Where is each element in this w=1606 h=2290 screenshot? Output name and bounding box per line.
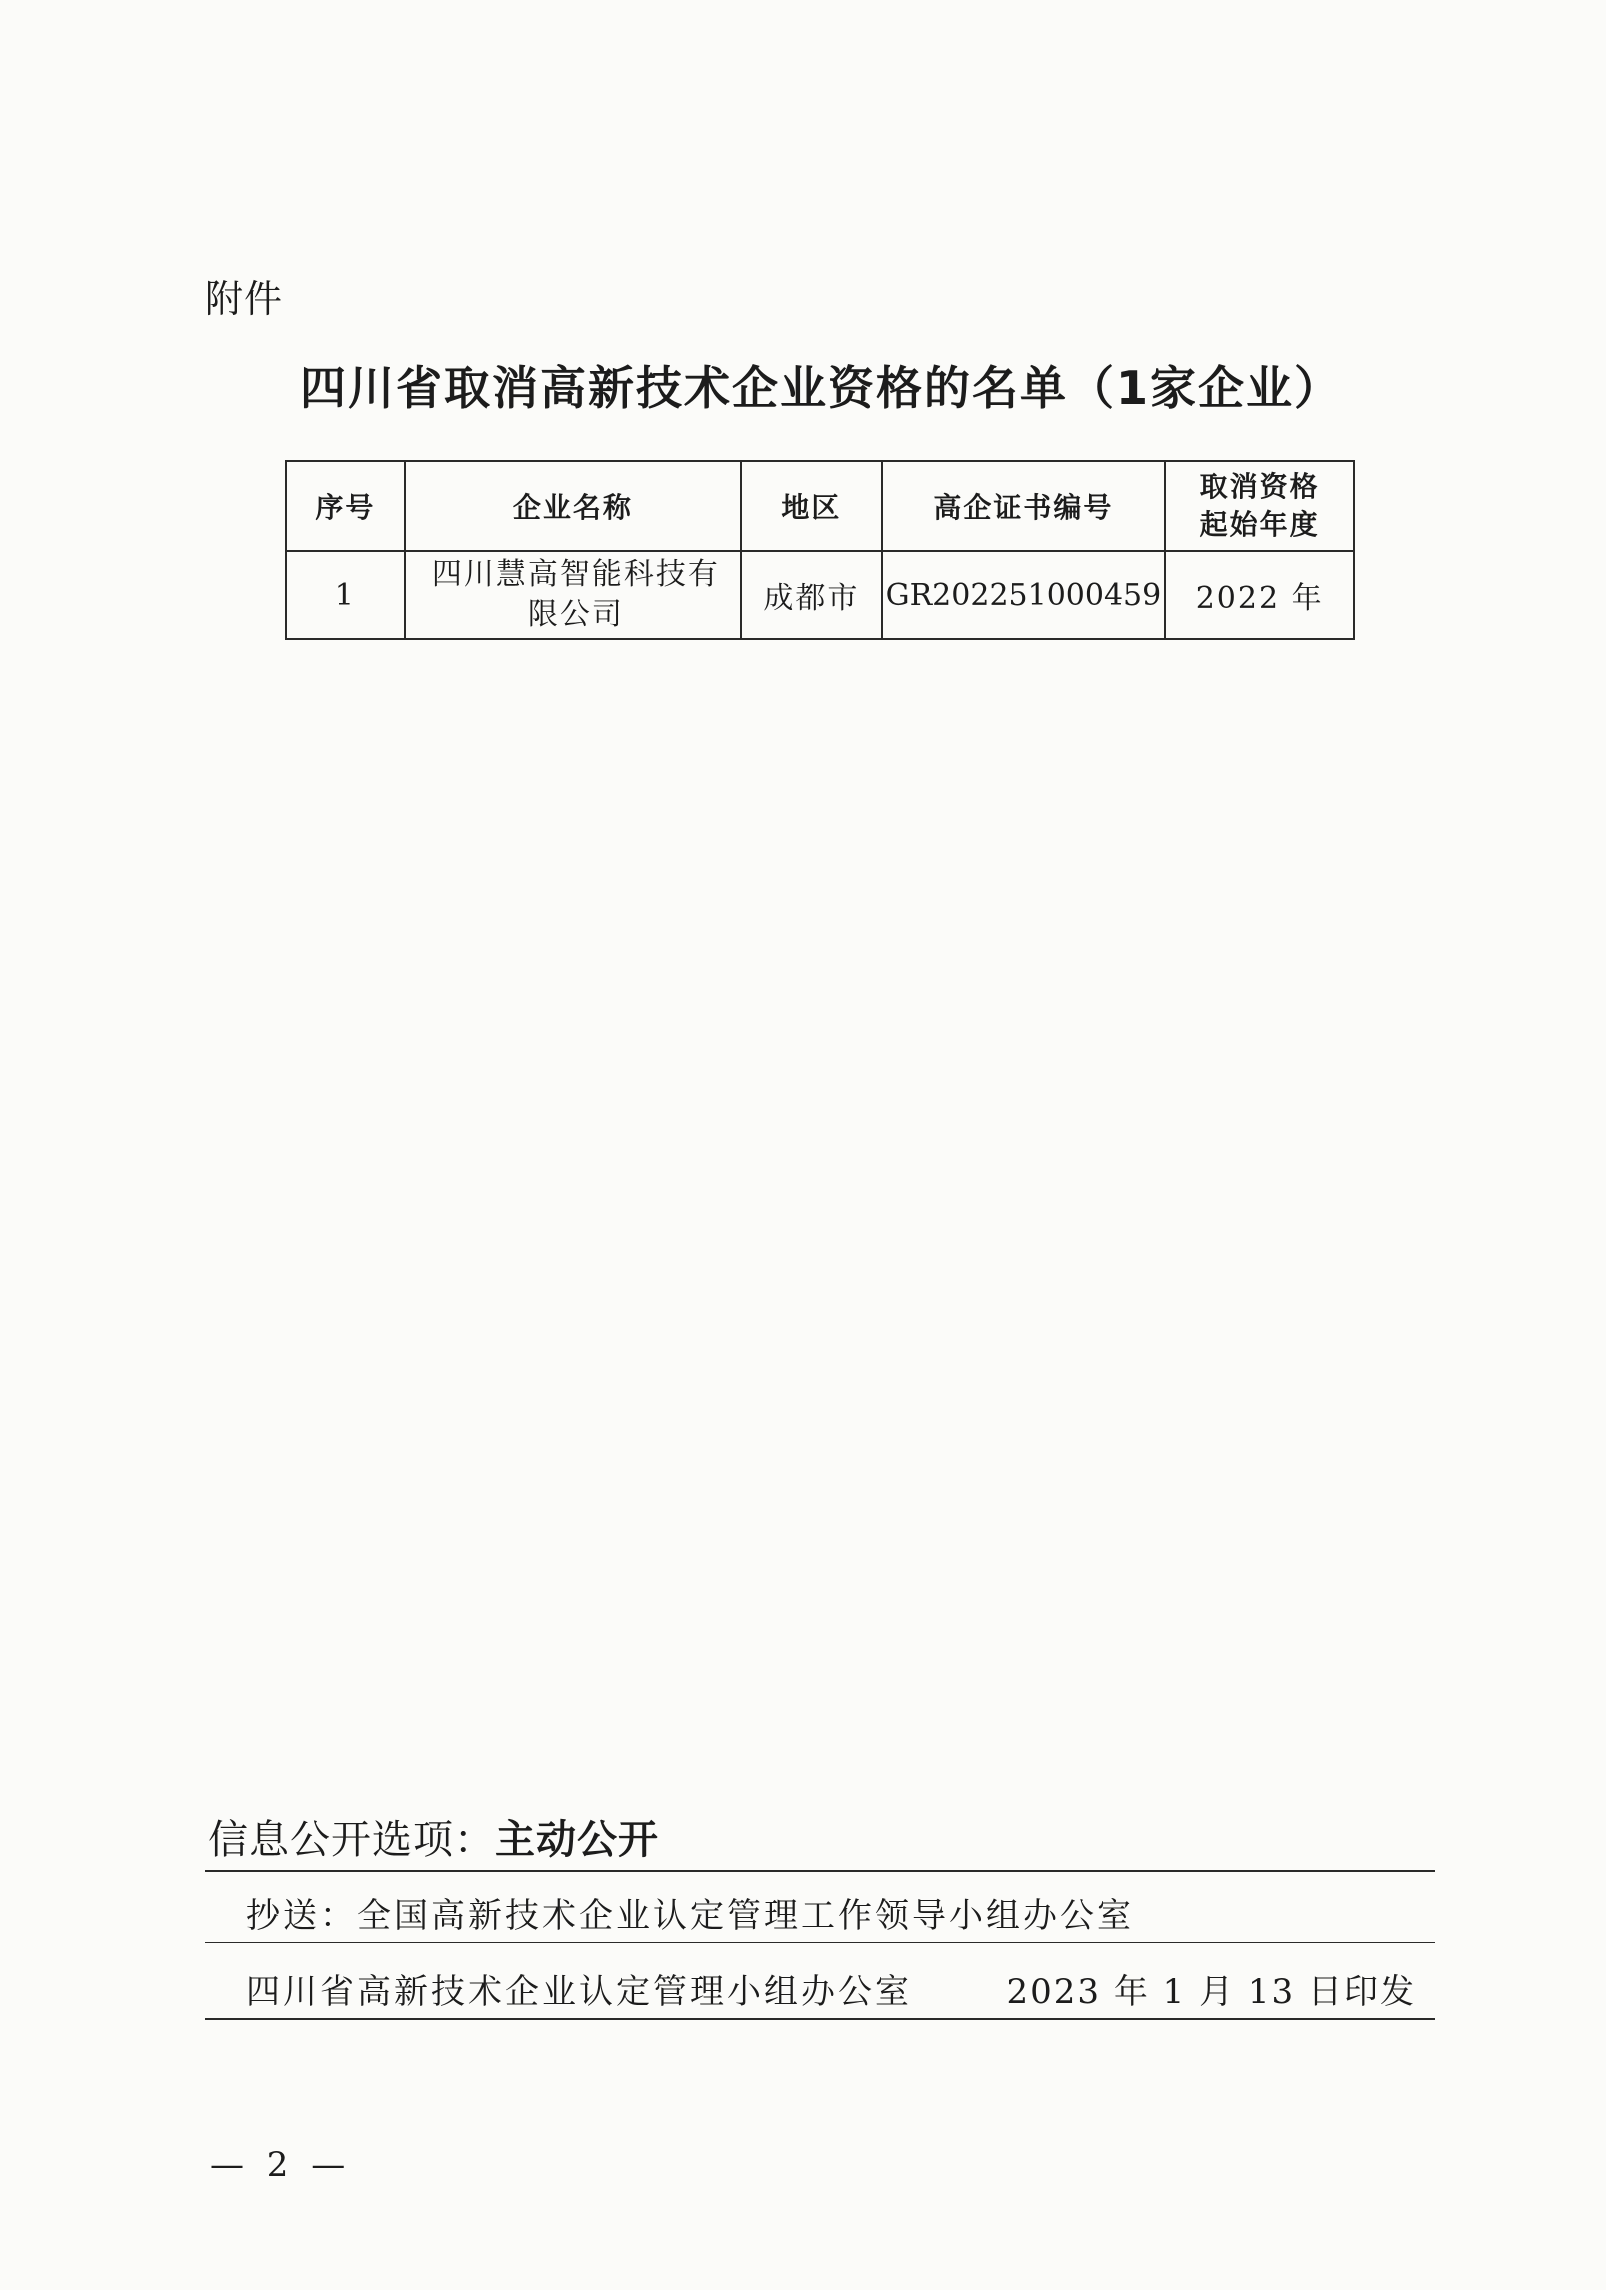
table-row — [286, 551, 1354, 639]
company-name-line2: 限公司 — [527, 597, 624, 632]
header-serial: 序号 — [286, 461, 405, 551]
disclosure-label: 信息公开选项： — [208, 1817, 495, 1863]
annex-label: 附件 — [205, 277, 284, 321]
divider-top — [205, 1870, 1435, 1872]
disclosure-option — [208, 1808, 659, 1865]
cell-company-name — [405, 551, 742, 639]
issuing-office: 四川省高新技术企业认定管理小组办公室 — [246, 1972, 912, 2012]
divider-middle — [205, 1942, 1435, 1943]
divider-bottom — [205, 2018, 1435, 2020]
revocation-table — [285, 460, 1355, 640]
cell-certificate-number: GR202251000459 — [882, 551, 1166, 639]
header-revocation-start-year — [1165, 461, 1354, 551]
disclosure-value: 主动公开 — [495, 1817, 659, 1863]
header-certificate-number: 高企证书编号 — [882, 461, 1166, 551]
header-revocation-line1: 取消资格 — [1199, 470, 1320, 503]
cell-start-year: 2022 年 — [1165, 551, 1354, 639]
header-region: 地区 — [741, 461, 881, 551]
cc-line: 抄送：全国高新技术企业认定管理工作领导小组办公室 — [246, 1896, 1134, 1936]
table-header-row — [286, 461, 1354, 551]
header-revocation-line2: 起始年度 — [1199, 508, 1320, 541]
page-number: — 2 — — [210, 2145, 352, 2185]
cell-serial: 1 — [286, 551, 405, 639]
issue-date: 2023 年 1 月 13 日印发 — [1006, 1972, 1416, 2012]
company-name-line1: 四川慧高智能科技有 — [431, 557, 720, 592]
document-title: 四川省取消高新技术企业资格的名单（1家企业） — [300, 361, 1343, 415]
header-company-name: 企业名称 — [405, 461, 742, 551]
cell-region: 成都市 — [741, 551, 881, 639]
